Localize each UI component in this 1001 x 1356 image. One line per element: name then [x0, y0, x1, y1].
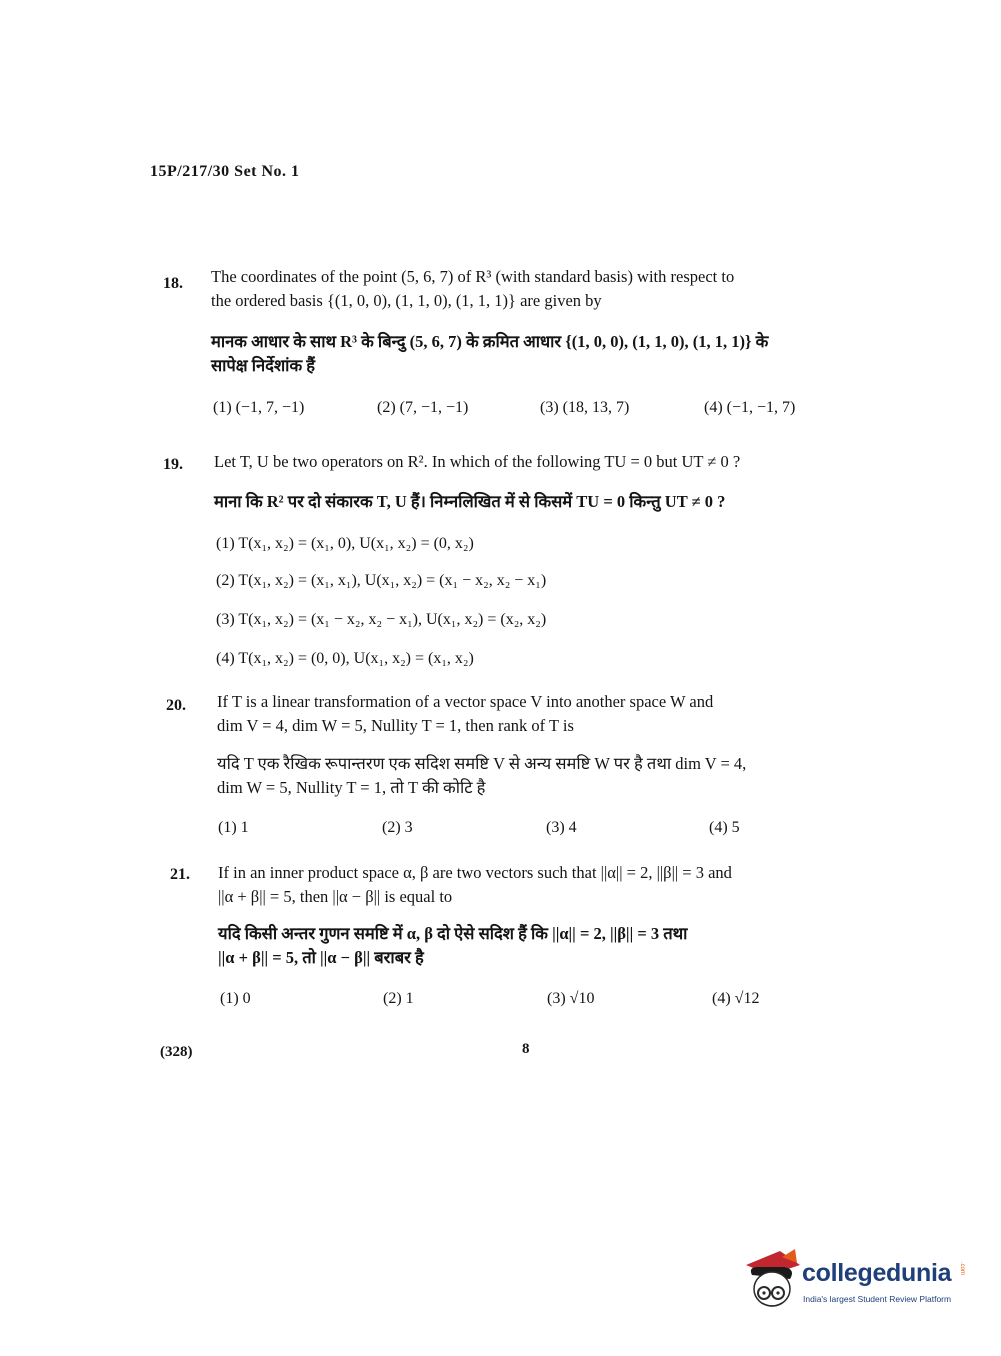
page-number: 8 — [522, 1041, 530, 1057]
question-20-line-1: If T is a linear transformation of a vector space V into another space W and — [217, 692, 714, 711]
footer-code: (328) — [160, 1044, 193, 1060]
question-20-option-4: (4) 5 — [709, 819, 740, 836]
question-19-option-4: (4) T(x₁, x₂) = (0, 0), U(x₁, x₂) = (x₁, x₂) — [216, 650, 474, 667]
collegedunia-logo — [740, 1245, 970, 1320]
question-18-text-english — [211, 265, 891, 313]
question-21-line-2: ||α + β|| = 5, then ||α − β|| is equal to — [218, 887, 453, 906]
question-18-option-4: (4) (−1, −1, 7) — [704, 399, 796, 416]
question-19-text-english: Let T, U be two operators on R². In which of the following TU = 0 but UT ≠ 0 ? — [214, 452, 741, 471]
question-20-text-english — [217, 690, 897, 738]
question-18-option-3: (3) (18, 13, 7) — [540, 399, 630, 416]
question-21-hindi-line-2: ||α + β|| = 5, तो ||α − β|| बराबर है — [218, 948, 424, 967]
question-21-option-3: (3) √10 — [547, 990, 595, 1007]
question-19-option-3: (3) T(x₁, x₂) = (x₁ − x₂, x₂ − x₁), U(x₁, x₂) = (x₂, x₂) — [216, 611, 547, 628]
question-21-line-1: If in an inner product space α, β are two vectors such that ||α|| = 2, ||β|| = 3 and — [218, 863, 732, 882]
logo-tagline: India's largest Student Review Platform — [803, 1294, 952, 1304]
question-20-option-2: (2) 3 — [382, 819, 413, 836]
question-19-text-hindi: माना कि R² पर दो संकारक T, U हैं। निम्नलिखित में से किसमें TU = 0 किन्तु UT ≠ 0 ? — [214, 492, 726, 511]
question-21-option-1: (1) 0 — [220, 990, 251, 1007]
question-18-hindi-line-1: मानक आधार के साथ R³ के बिन्दु (5, 6, 7) के क्रमित आधार {(1, 0, 0), (1, 1, 0), (1, 1, 1)} के — [211, 332, 769, 351]
question-18-number: 18. — [163, 275, 183, 292]
question-20-hindi-line-2: dim W = 5, Nullity T = 1, तो T की कोटि है — [217, 778, 486, 797]
mascot-icon — [740, 1245, 804, 1315]
question-18-option-2: (2) (7, −1, −1) — [377, 399, 469, 416]
question-20-option-1: (1) 1 — [218, 819, 249, 836]
question-21-number: 21. — [170, 866, 190, 883]
question-18-option-1: (1) (−1, 7, −1) — [213, 399, 305, 416]
question-18-line-2: the ordered basis {(1, 0, 0), (1, 1, 0), (1, 1, 1)} are given by — [211, 291, 602, 310]
question-18-line-1: The coordinates of the point (5, 6, 7) of R³ (with standard basis) with respect to — [211, 267, 735, 286]
logo-wordmark: collegedunia — [802, 1259, 952, 1287]
question-20-number: 20. — [166, 697, 186, 714]
question-21-text-english — [218, 861, 898, 909]
question-21-option-4: (4) √12 — [712, 990, 760, 1007]
question-19-number: 19. — [163, 456, 183, 473]
question-19-option-1: (1) T(x₁, x₂) = (x₁, 0), U(x₁, x₂) = (0, x₂) — [216, 535, 474, 552]
question-18-text-hindi — [211, 330, 891, 378]
question-20-line-2: dim V = 4, dim W = 5, Nullity T = 1, then rank of T is — [217, 716, 574, 735]
question-20-hindi-line-1: यदि T एक रैखिक रूपान्तरण एक सदिश समष्टि V से अन्य समष्टि W पर है तथा dim V = 4, — [217, 754, 747, 773]
paper-code: 15P/217/30 Set No. 1 — [150, 163, 300, 180]
question-19-option-2: (2) T(x₁, x₂) = (x₁, x₁), U(x₁, x₂) = (x₁ − x₂, x₂ − x₁) — [216, 572, 547, 589]
question-21-option-2: (2) 1 — [383, 990, 414, 1007]
question-20-text-hindi — [217, 752, 897, 800]
logo-dotcom: .com — [959, 1262, 965, 1276]
question-21-text-hindi — [218, 922, 898, 970]
question-21-hindi-line-1: यदि किसी अन्तर गुणन समष्टि में α, β दो ऐसे सदिश हैं कि ||α|| = 2, ||β|| = 3 तथा — [218, 924, 688, 943]
question-20-option-3: (3) 4 — [546, 819, 577, 836]
question-18-hindi-line-2: सापेक्ष निर्देशांक हैं — [211, 356, 315, 375]
